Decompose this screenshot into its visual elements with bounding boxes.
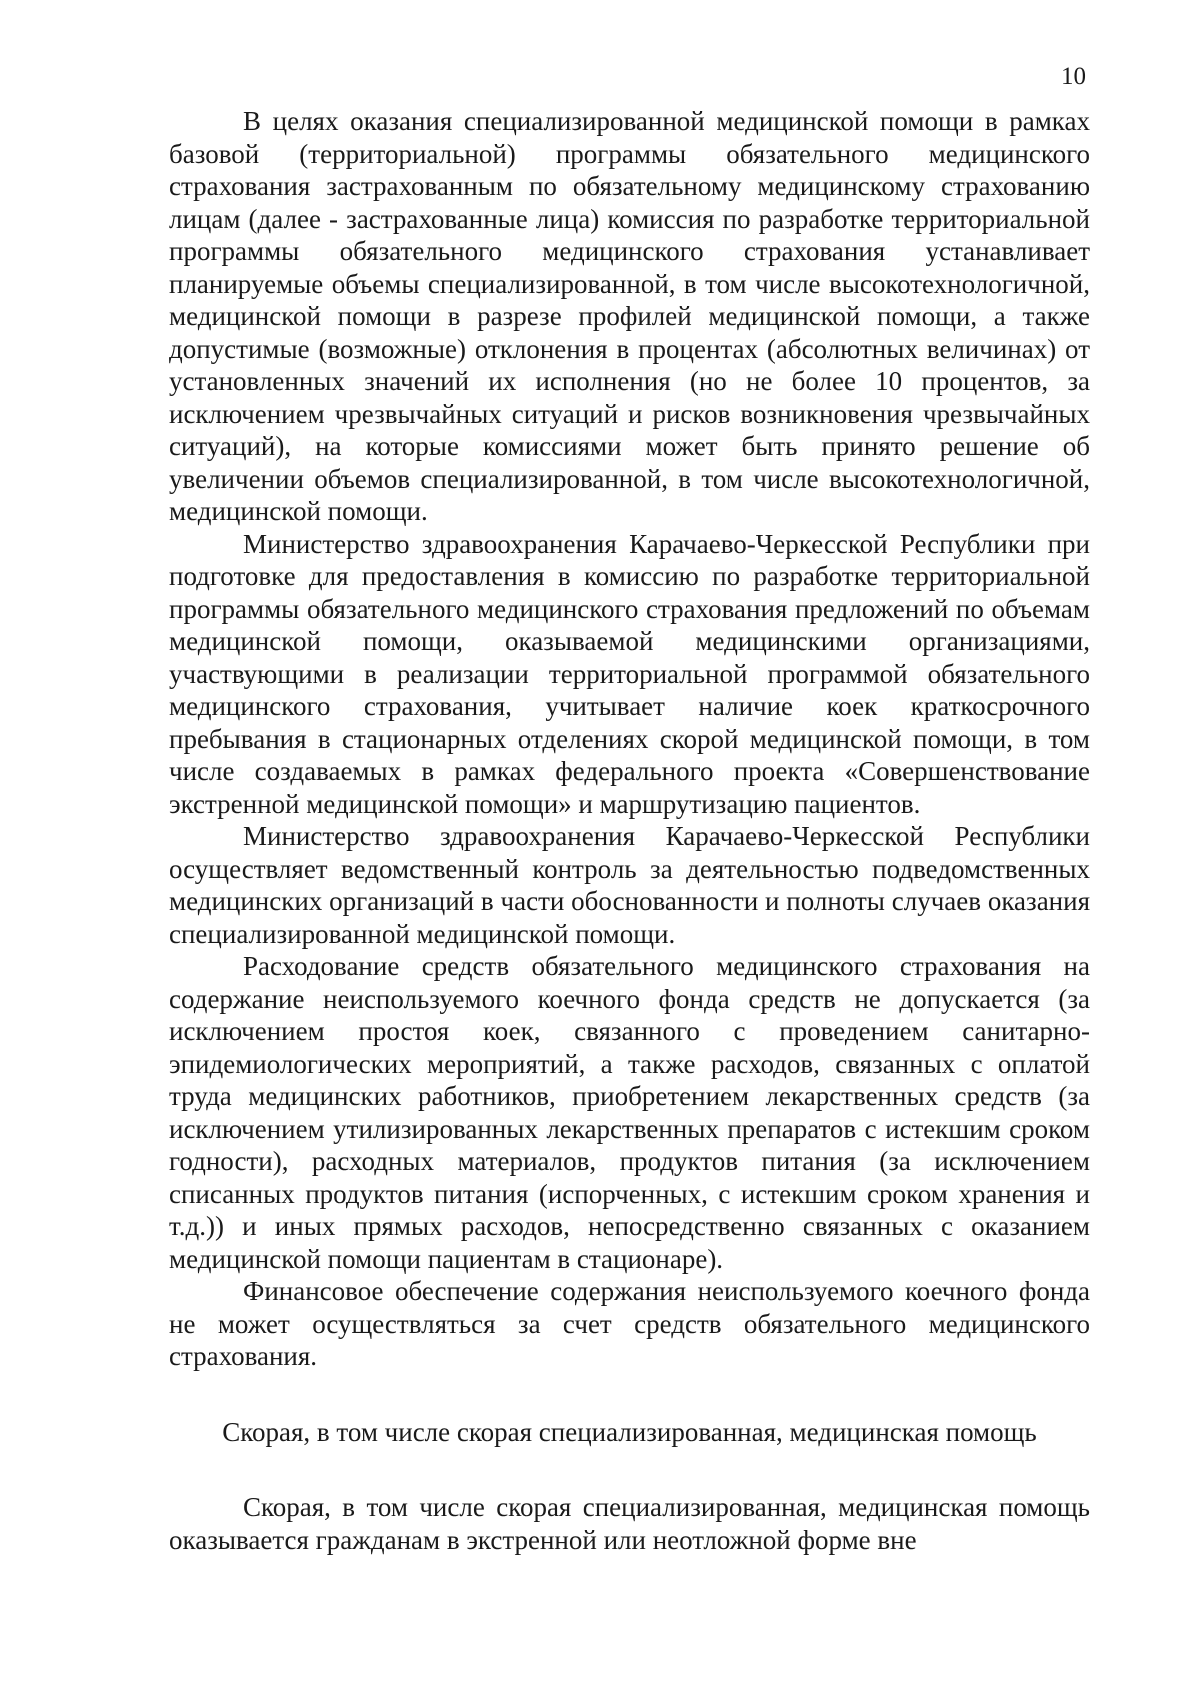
paragraph-departmental-control: Министерство здравоохранения Карачаево-Черкесской Республики осуществляет ведомственный контроль за деятельностью подведомственных медицинских организаций в части обоснованности и полноты случаев оказания специализированной медицинской помощи.: [169, 821, 1090, 949]
document-body: [169, 105, 1090, 1556]
paragraph-specialized-care-volumes: В целях оказания специализированной медицинской помощи в рамках базовой (территориальной) программы обязательного медицинского страхования застрахованным по обязательному медицинскому страхованию лицам (далее - застрахованные лица) комиссия по разработке территориальной программы обязательного медицинского страхования устанавливает планируемые объемы специализированной, в том числе высокотехнологичной, медицинской помощи в разрезе профилей медицинской помощи, а также допустимые (возможные) отклонения в процентах (абсолютных величинах) от установленных значений их исполнения (но не более 10 процентов, за исключением чрезвычайных ситуаций и рисков возникновения чрезвычайных ситуаций), на которые комиссиями может быть принято решение об увеличении объемов специализированной, в том числе высокотехнологичной, медицинской помощи.: [169, 106, 1090, 526]
paragraph-emergency-care: Скорая, в том числе скорая специализированная, медицинская помощь оказывается гражданам в экстренной или неотложной форме вне: [169, 1492, 1090, 1555]
paragraph-bed-fund-financing: Финансовое обеспечение содержания неиспользуемого коечного фонда не может осуществляться за счет средств обязательного медицинского страхования.: [169, 1276, 1090, 1371]
page-number: 10: [1061, 63, 1086, 90]
paragraph-bed-fund-expenses: Расходование средств обязательного медицинского страхования на содержание неиспользуемого коечного фонда средств не допускается (за исключением простоя коек, связанного с проведением санитарно-эпидемиологических мероприятий, а также расходов, связанных с оплатой труда медицинских работников, приобретением лекарственных средств (за исключением утилизированных лекарственных препаратов с истекшим сроком годности), расходных материалов, продуктов питания (за исключением списанных продуктов питания (испорченных, с истекшим сроком хранения и т.д.)) и иных прямых расходов, непосредственно связанных с оказанием медицинской помощи пациентам в стационаре).: [169, 951, 1090, 1274]
paragraph-ministry-proposals: Министерство здравоохранения Карачаево-Черкесской Республики при подготовке для предоставления в комиссию по разработке территориальной программы обязательного медицинского страхования предложений по объемам медицинской помощи, оказываемой медицинскими организациями, участвующими в реализации территориальной программой обязательного медицинского страхования, учитывает наличие коек краткосрочного пребывания в стационарных отделениях скорой медицинской помощи, в том числе создаваемых в рамках федерального проекта «Совершенствование экстренной медицинской помощи» и маршрутизацию пациентов.: [169, 528, 1090, 819]
section-heading: Скорая, в том числе скорая специализированная, медицинская помощь: [222, 1416, 1037, 1447]
